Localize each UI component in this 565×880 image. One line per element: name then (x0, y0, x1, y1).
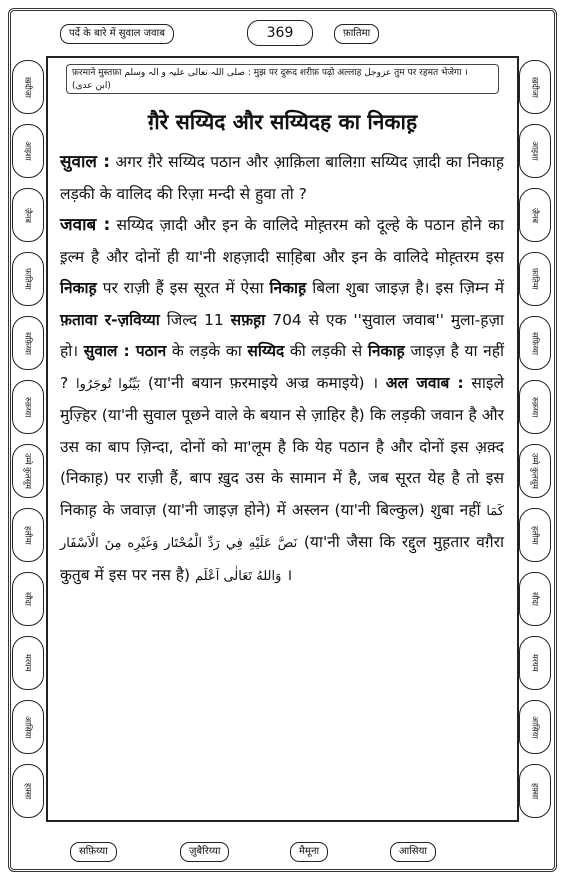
left-badge: ज़ैनब (12, 188, 44, 242)
bold-term: निकाह़ (60, 279, 97, 297)
footer-bar (60, 838, 505, 864)
answer-text: पर राज़ी हैं इस सूरत में ऐसा (96, 279, 270, 297)
question-text: अगर ग़ैरे सय्यिद पठान और आ़क़िला बालिग़ा सय्यिद ज़ादी का निकाह़ लड़की के वालिद की रिज़ा मन्दी से हुवा तो ? (60, 153, 505, 203)
right-badge: फ़ातिमा (519, 252, 551, 306)
book-reference: फ़तावा र-ज़विय्या (60, 310, 160, 329)
footer-tag: ज़ुबैरिय्या (180, 842, 229, 862)
left-badge: मरयम (12, 636, 44, 690)
farmaan-line-1: फ़रमाने मुस्तफ़ा صلی اللہ تعالی علیہ و الہ وسلم : मुझ पर दुरूद शरीफ़ पढ़ो अल्लाह عزوجل तुम पर रहमत भेजेगा । (72, 68, 468, 78)
left-badge: रुक़य्या (12, 380, 44, 434)
left-badge: सौदा (12, 572, 44, 626)
right-badge: उम्मे कुलसूम (519, 444, 551, 498)
farmaan-line-2: (ابن عدی) (72, 81, 111, 91)
right-badge: सौदा (519, 572, 551, 626)
header-left-tag: पर्दे के बारे में सुवाल जवाब (60, 24, 174, 44)
farmaan-box (66, 64, 499, 94)
question-label: सुवाल : (60, 152, 111, 172)
bold-term: सफ़ह़ा (230, 310, 266, 329)
right-badge: आसिया (519, 700, 551, 754)
answer-text: (या'नी जैसा कि रद्दुल मुह़तार वग़ैरा कुतुब में इस पर नस है) (60, 533, 504, 584)
bold-term: सुवाल : पठान (83, 342, 167, 360)
left-badge: फ़ातिमा (12, 252, 44, 306)
bold-term: सय्यिद (247, 342, 285, 360)
answer-label: जवाब : (60, 215, 111, 235)
answer-text: साइले मुज़्हिर (या'नी सुवाल पूछने वाले के बयान से ज़ाहिर है) कि लड़की जवान है और उस का बाप ज़िन्दा, दोनों को मा'लूम है कि येह पठान है और दोनों इस अ़क़्द (निकाह़) पर राज़ी हैं, बाप ख़ुद उस के सामान में है, जब सूरत येह है तो इस निकाह़ के जवाज़ (या'नी जाइज़ होने) में अस्लन (या'नी बिल्कुल) शुबा नहीं (60, 373, 505, 519)
right-badge: हलीमा (519, 508, 551, 562)
bold-term: निकाह़ (367, 342, 405, 360)
answer-text: की लड़की से (284, 342, 368, 360)
left-badge: उम्मे कुलसूम (12, 444, 44, 498)
left-badge: आसिया (12, 700, 44, 754)
footer-tag: मैमूना (290, 842, 328, 862)
bold-term: अल जवाब : (385, 373, 464, 392)
answer-text: सय्यिद ज़ादी और इन के वालिदे मोह़्तरम को दूल्हे के पठान होने का इ़ल्म है और दोनों ही या'नी शहज़ादी साहि़बा और इन के वालिदे मोह़्तरम इस (60, 216, 504, 266)
body-text (60, 147, 504, 592)
left-ornament-column (12, 60, 46, 820)
header-right-tag: फ़ातिमा (334, 24, 379, 44)
left-badge: हफ़्सा (12, 764, 44, 818)
answer-text: बिला शुबा जाइज़ है। इस ज़िम्न में (306, 279, 505, 297)
page-number: 369 (247, 20, 313, 46)
right-badge: हफ़्सा (519, 764, 551, 818)
left-badge: सफ़िय्या (12, 316, 44, 370)
right-badge: रुक़य्या (519, 380, 551, 434)
answer-text: के लड़के का (166, 342, 248, 360)
left-badge: हलीमा (12, 508, 44, 562)
page-title: ग़ैरे सय्यिद और सय्यिदह का निकाह़ (147, 110, 418, 134)
right-badge: सफ़िय्या (519, 316, 551, 370)
answer-text: जिल्द 11 (159, 310, 231, 329)
answer-paragraph (60, 210, 504, 592)
answer-text: जाइज़ है या नहीं ? (60, 342, 505, 392)
header-bar (60, 20, 505, 44)
right-ornament-column (519, 60, 553, 820)
bold-term: निकाह़ (269, 279, 307, 297)
arabic-phrase: بَيِّنُوا تُوجَرُوا (75, 376, 141, 392)
right-badge: आइशा (519, 124, 551, 178)
arabic-phrase: وَاللهُ تَعَالٰى اَعْلَم (195, 568, 282, 584)
footer-tag: आसिया (390, 842, 436, 862)
answer-text: (या'नी बयान फ़रमाइये अज्र कमाइये) । (140, 373, 386, 392)
answer-text: 704 से एक ''सुवाल जवाब'' मुला-ह़ज़ा हो। (60, 310, 504, 360)
left-badge: ख़दीजा (12, 60, 44, 114)
question-paragraph (60, 147, 504, 210)
arabic-phrase: كَمَا نَصَّ عَلَيْهِ فِي رَدِّ الْمُحْتَار وَغَيْرِه مِنَ الْاَسْفَار (60, 503, 504, 551)
answer-text: । (281, 565, 293, 584)
right-badge: ख़दीजा (519, 60, 551, 114)
left-badge: आइशा (12, 124, 44, 178)
right-badge: मरयम (519, 636, 551, 690)
right-badge: ज़ैनब (519, 188, 551, 242)
footer-tag: सफ़िय्या (70, 842, 117, 862)
